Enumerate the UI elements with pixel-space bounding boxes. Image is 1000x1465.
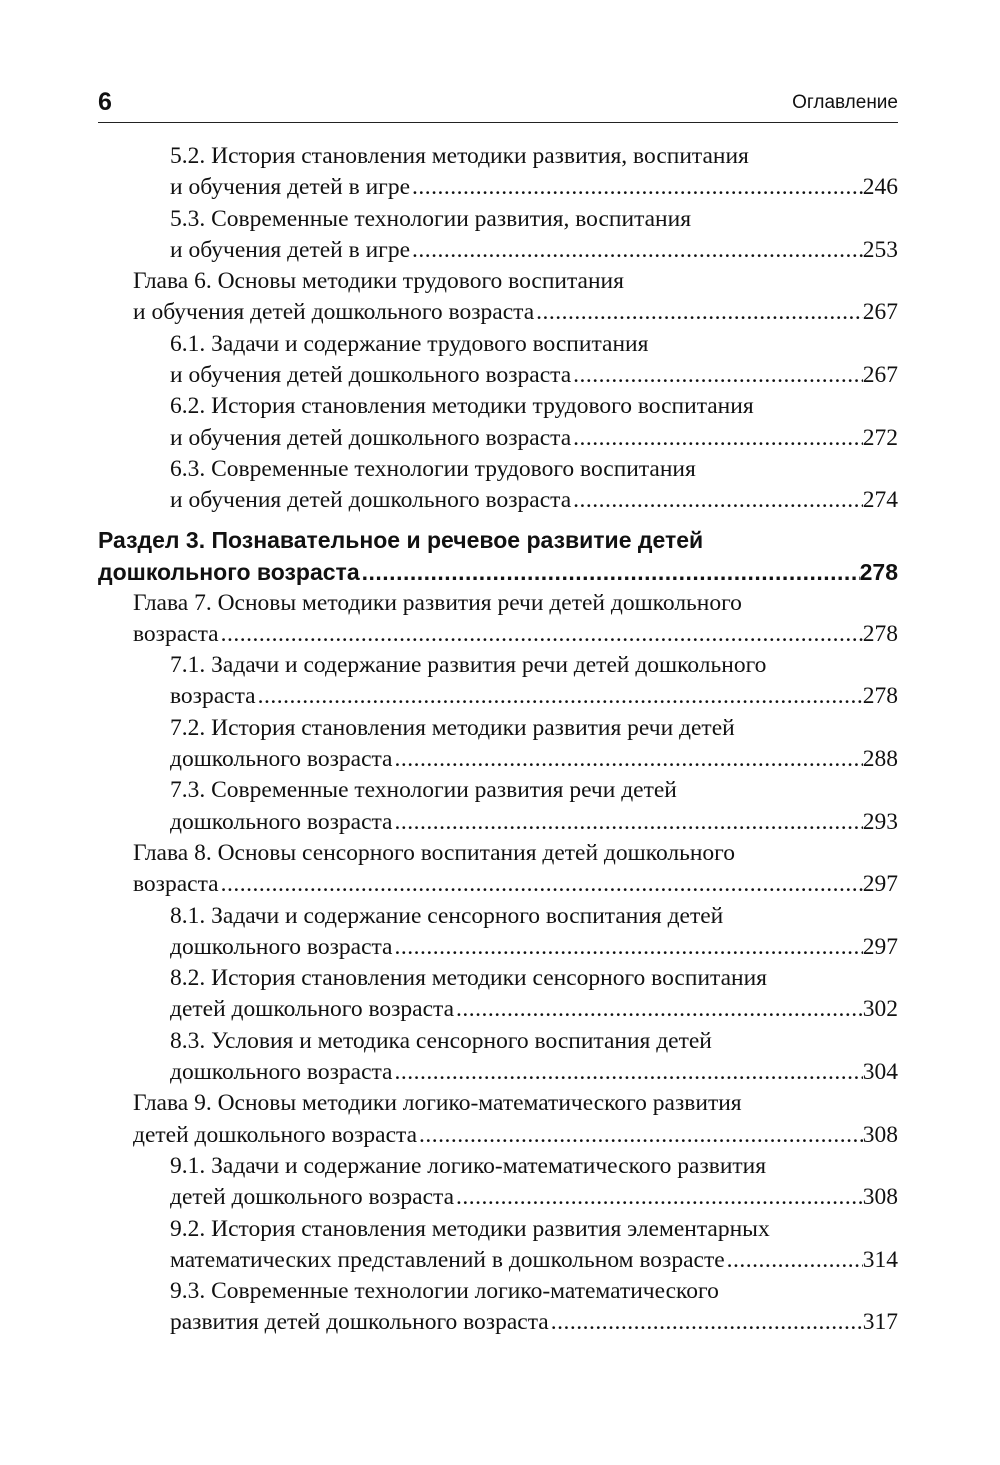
- toc-section-entry[interactable]: [98, 524, 898, 588]
- toc-entry-title: 5.3. Современные технологии развития, воспитания: [170, 205, 692, 232]
- toc-entry-title: 8.3. Условия и методика сенсорного воспитания детей: [170, 1027, 712, 1054]
- dot-leader: [256, 681, 863, 712]
- toc-entry-last-line: [170, 744, 898, 775]
- toc-entry-title: Раздел 3. Познавательное и речевое развитие детей: [98, 526, 704, 553]
- toc-entry-title: 8.1. Задачи и содержание сенсорного воспитания детей: [170, 902, 724, 929]
- toc-page-number: 278: [862, 620, 898, 647]
- toc-entry-title: 8.2. История становления методики сенсорного воспитания: [170, 965, 767, 992]
- toc-entry-last-line: [133, 619, 898, 650]
- toc-entry-title: Глава 8. Основы сенсорного воспитания детей дошкольного: [133, 839, 735, 866]
- toc-entry-title-continued: дошкольного возраста: [170, 1059, 393, 1086]
- toc-entry-title-continued: и обучения детей дошкольного возраста: [170, 424, 572, 451]
- toc-page-number: 304: [862, 1059, 898, 1086]
- dot-leader: [219, 869, 863, 900]
- toc-page-number: 293: [862, 808, 898, 835]
- dot-leader: [454, 994, 863, 1025]
- toc-entry-title: 5.2. История становления методики развития, воспитания: [170, 143, 749, 169]
- toc-page-number: 302: [862, 996, 898, 1023]
- dot-leader: [417, 1120, 863, 1151]
- toc-page-number: 274: [862, 487, 898, 514]
- page-header: [98, 88, 898, 123]
- dot-leader: [571, 423, 863, 454]
- toc-entry-last-line: [170, 1182, 898, 1213]
- toc-entry-last-line: [133, 1120, 898, 1151]
- toc-chapter-entry[interactable]: [133, 266, 898, 329]
- dot-leader: [571, 360, 863, 391]
- dot-leader: [454, 1182, 863, 1213]
- toc-subsection-entry[interactable]: [170, 1276, 898, 1339]
- toc-page-number: 297: [862, 871, 898, 898]
- toc-chapter-entry[interactable]: [133, 588, 898, 651]
- toc-page-number: 278: [862, 683, 898, 710]
- toc-entry-title-continued: развития детей дошкольного возраста: [170, 1309, 549, 1336]
- toc-entry-title: 6.2. История становления методики трудового воспитания: [170, 393, 754, 420]
- toc-entry-title-continued: детей дошкольного возраста: [133, 1121, 418, 1148]
- toc-entry-last-line: [170, 932, 898, 963]
- table-of-contents: [0, 141, 1000, 1339]
- toc-subsection-entry[interactable]: [170, 454, 898, 517]
- toc-entry-title-continued: и обучения детей дошкольного возраста: [133, 299, 535, 326]
- toc-entry-title: 7.1. Задачи и содержание развития речи детей дошкольного: [170, 652, 767, 679]
- toc-page-number: 314: [862, 1246, 898, 1273]
- toc-page-number: 253: [862, 236, 898, 263]
- dot-leader: [410, 172, 863, 203]
- toc-page-number: 317: [862, 1309, 898, 1336]
- toc-chapter-entry[interactable]: [133, 838, 898, 901]
- toc-entry-title: 6.3. Современные технологии трудового воспитания: [170, 455, 696, 482]
- toc-entry-title: 6.1. Задачи и содержание трудового воспитания: [170, 330, 649, 357]
- toc-entry-last-line: [170, 807, 898, 838]
- toc-subsection-entry[interactable]: [170, 901, 898, 964]
- toc-entry-last-line: [170, 423, 898, 454]
- toc-entry-title-continued: детей дошкольного возраста: [170, 996, 455, 1023]
- dot-leader: [392, 807, 862, 838]
- toc-subsection-entry[interactable]: [170, 1151, 898, 1214]
- toc-entry-title: 9.2. История становления методики развития элементарных: [170, 1215, 770, 1242]
- toc-entry-last-line: [133, 869, 898, 900]
- dot-leader: [534, 297, 863, 328]
- toc-entry-last-line: [170, 172, 898, 203]
- toc-entry-title-continued: и обучения детей в игре: [170, 174, 411, 201]
- dot-leader: [219, 619, 863, 650]
- toc-subsection-entry[interactable]: [170, 204, 898, 267]
- toc-entry-last-line: [170, 1245, 898, 1276]
- dot-leader: [410, 235, 863, 266]
- toc-entry-title: 9.1. Задачи и содержание логико-математического развития: [170, 1152, 767, 1179]
- toc-page-number: 267: [862, 299, 898, 326]
- dot-leader: [392, 1057, 862, 1088]
- toc-entry-title-continued: и обучения детей дошкольного возраста: [170, 362, 572, 389]
- dot-leader: [571, 485, 863, 516]
- toc-entry-last-line: [170, 485, 898, 516]
- toc-subsection-entry[interactable]: [170, 1026, 898, 1089]
- toc-page-number: 308: [862, 1184, 898, 1211]
- toc-page-number: 246: [862, 174, 898, 201]
- dot-leader: [725, 1245, 863, 1276]
- toc-subsection-entry[interactable]: [170, 141, 898, 204]
- toc-entry-title-continued: детей дошкольного возраста: [170, 1184, 455, 1211]
- toc-entry-title: 7.3. Современные технологии развития речи детей: [170, 777, 677, 804]
- toc-entry-last-line: [170, 1057, 898, 1088]
- toc-entry-title: 9.3. Современные технологии логико-математического: [170, 1278, 719, 1305]
- dot-leader: [392, 744, 862, 775]
- toc-entry-title-continued: дошкольного возраста: [98, 558, 360, 585]
- toc-page-number: 288: [862, 746, 898, 773]
- dot-leader: [360, 556, 860, 588]
- toc-entry-title-continued: математических представлений в дошкольном возрасте: [170, 1246, 725, 1273]
- toc-entry-last-line: [133, 297, 898, 328]
- toc-entry-title: Глава 7. Основы методики развития речи детей дошкольного: [133, 589, 742, 616]
- toc-entry-title-continued: возраста: [133, 620, 219, 647]
- toc-entry-title-continued: возраста: [133, 871, 219, 898]
- toc-entry-title-continued: и обучения детей в игре: [170, 236, 411, 263]
- toc-subsection-entry[interactable]: [170, 650, 898, 713]
- toc-subsection-entry[interactable]: [170, 713, 898, 776]
- toc-subsection-entry[interactable]: [170, 391, 898, 454]
- toc-entry-last-line: [98, 556, 898, 588]
- toc-page-number: 278: [859, 558, 898, 585]
- toc-entry-last-line: [170, 235, 898, 266]
- toc-subsection-entry[interactable]: [170, 329, 898, 392]
- page-number: 6: [98, 88, 112, 116]
- toc-subsection-entry[interactable]: [170, 775, 898, 838]
- dot-leader: [392, 932, 862, 963]
- toc-entry-last-line: [170, 360, 898, 391]
- toc-entry-title-continued: дошкольного возраста: [170, 808, 393, 835]
- toc-entry-title-continued: возраста: [170, 683, 256, 710]
- running-title: Оглавление: [792, 92, 898, 113]
- toc-subsection-entry[interactable]: [170, 1214, 898, 1277]
- toc-entry-title-continued: дошкольного возраста: [170, 746, 393, 773]
- toc-entry-title: 7.2. История становления методики развития речи детей: [170, 714, 735, 741]
- toc-entry-last-line: [170, 994, 898, 1025]
- toc-entry-last-line: [170, 681, 898, 712]
- dot-leader: [549, 1307, 863, 1338]
- toc-entry-title: Глава 9. Основы методики логико-математического развития: [133, 1090, 742, 1117]
- toc-entry-title-continued: и обучения детей дошкольного возраста: [170, 487, 572, 514]
- toc-page-number: 308: [862, 1121, 898, 1148]
- toc-entry-title-continued: дошкольного возраста: [170, 933, 393, 960]
- toc-chapter-entry[interactable]: [133, 1088, 898, 1151]
- toc-subsection-entry[interactable]: [170, 963, 898, 1026]
- toc-page-number: 267: [862, 362, 898, 389]
- toc-entry-last-line: [170, 1307, 898, 1338]
- toc-page-number: 272: [862, 424, 898, 451]
- toc-page-number: 297: [862, 933, 898, 960]
- toc-entry-title: Глава 6. Основы методики трудового воспитания: [133, 268, 624, 295]
